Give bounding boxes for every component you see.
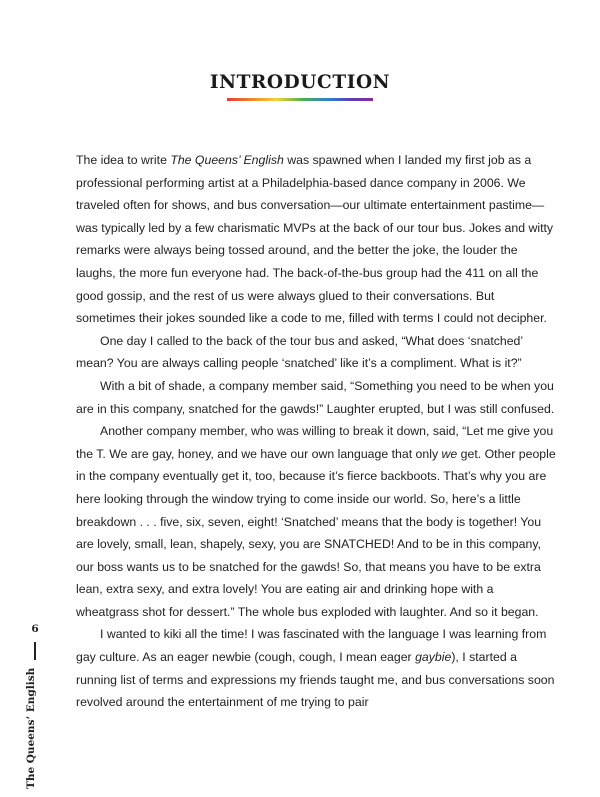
running-book-title: The Queens’ English	[25, 668, 37, 790]
page-sidebar	[22, 620, 44, 795]
text-run: Another company member, who was willing to break it down, said, “Let me give you the T. We are gay, honey, and we have our own language that only	[76, 424, 554, 461]
paragraph	[76, 420, 556, 623]
text-run: The idea to write	[76, 153, 171, 167]
italic-text: gaybie	[415, 650, 452, 665]
paragraph	[76, 623, 556, 713]
text-run: I wanted to kiki all the time! I was fascinated with the language I was learning from gay culture. As an eager newbie (cough, cough, I mean eager	[76, 627, 547, 665]
chapter-title: INTRODUCTION	[209, 72, 391, 93]
italic-text: The Queens’ English	[170, 153, 284, 167]
text-run: ), I started a running list of terms and expressions my friends taught me, and bus conversations soon revolved around the entertainment of me trying to pair	[76, 650, 555, 710]
text-run: get. Other people in the company eventually get it, too, because it’s fierce backboots. That’s why you are here looking through the window trying to come inside our world. So, here’s a little breakdown . . . five, six, seven, eight! ‘Snatched’ means that the body is together! You are lovely, small, lean, shapely, sexy, you are SNATCHED! And to be in this company, our boss wants us to be snatched for the gawds! So, that means you have to be extra lean, extra sexy, and extra lovely! You are eating air and drinking hope with a wheatgrass shot for dessert.” The whole bus exploded with laughter. And so it began.	[76, 446, 556, 619]
paragraph	[76, 375, 556, 420]
sidebar-rule	[34, 642, 36, 660]
text-run: With a bit of shade, a company member said, “Something you need to be when you are in this company, snatched for the gawds!” Laughter erupted, but I was still confused.	[76, 378, 555, 416]
paragraph	[76, 149, 556, 330]
rainbow-rule	[227, 98, 373, 101]
italic-text: we	[441, 446, 458, 461]
text-run: was spawned when I landed my first job as a professional performing artist at a Philadelphia-based dance company in 2006. We traveled often for shows, and bus conversation—our ultimate entertainment pastime—was typically led by a few charismatic MVPs at the back of our tour bus. Jokes and witty remarks were always being tossed around, and the better the joke, the louder the laughs, the more fun everyone had. The back-of-the-bus group had the 411 on all the good gossip, and the rest of us were always glued to their conversations. But sometimes their jokes sounded like a code to me, filled with terms I could not decipher.	[76, 153, 554, 326]
page-number: 6	[31, 623, 39, 635]
body-text	[76, 149, 556, 714]
text-run: One day I called to the back of the tour bus and asked, “What does ‘snatched’ mean? You are always calling people ‘snatched’ like it’s a compliment. What is it?”	[76, 333, 523, 371]
chapter-heading	[0, 72, 600, 101]
paragraph	[76, 330, 556, 375]
